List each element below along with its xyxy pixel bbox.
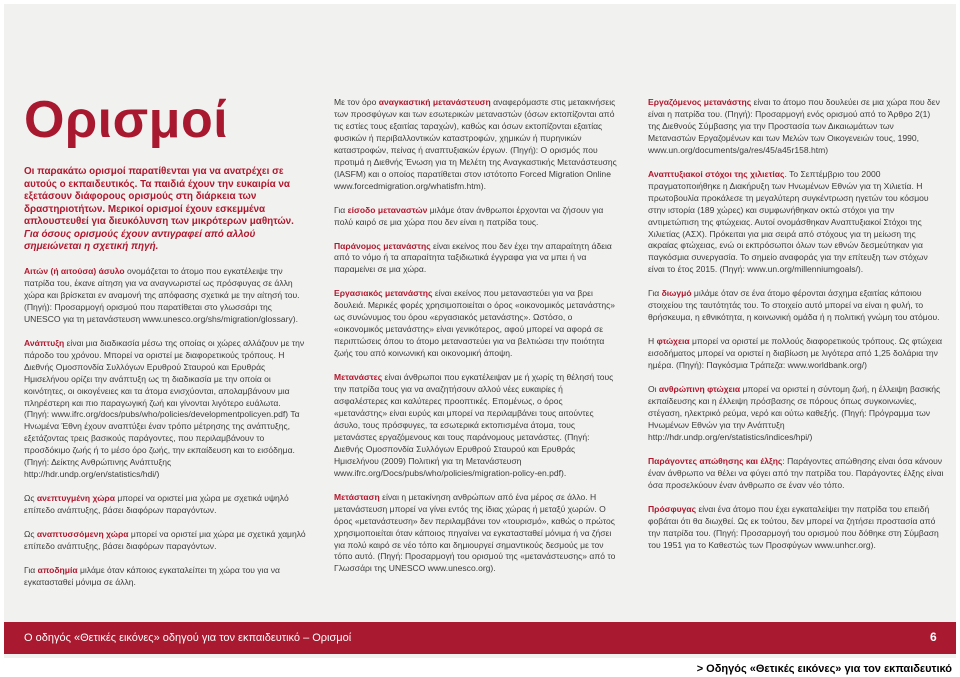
definition-term: Αναπτυξιακοί στόχοι της χιλιετίας xyxy=(648,168,785,179)
definitions-column-1 xyxy=(24,266,306,601)
definition-text: είναι εκείνος που δεν έχει την απαραίτητη άδεια από το νόμο ή τα απαραίτητα ταξιδιωτικά έγγραφα για να μπει ή να παραμείνει σε μια χώρα. xyxy=(334,240,612,275)
guide-link[interactable]: > Οδηγός «Θετικές εικόνες» για τον εκπαιδευτικό xyxy=(696,663,952,675)
definition-text: είναι η μετακίνηση ανθρώπων από ένα μέρος σε άλλο. Η μετανάστευση μπορεί να γίνει εντός της ίδιας χώρας ή μεταξύ χωρών. Ο όρος «μετανάστευση» δεν περιλαμβάνει τον «τουρισμό», καθώς ο πρώτος χρησιμοποιείται όταν κάποιος πηγαίνει να εγκατασταθεί μόνιμα ή να ζήσει για πολύ καιρό σε νέο τόπο και δημιουργεί σημαντικούς δεσμούς με τον τόπο αυτό. (Πηγή: Προσαρμογή του ορισμού της «μετανάστευσης» από το Γλωσσάρι της UNESCO www.unesco.org). xyxy=(334,491,616,574)
definition-paragraph xyxy=(334,205,618,229)
definition-text: είναι εκείνος που μεταναστεύει για να βρει δουλειά. Μερικές φορές χρησιμοποιείται ο όρος «οικονομικός μετανάστης» ως συνώνυμος του όρου «εργασιακός μετανάστης». Ωστόσο, ο «οικονομικός μετανάστης» είναι γενικότερος, αφού μπορεί να αφορά σε περιπτώσεις όπου το άτομο μεταναστεύει για να βελτιώσει την ποιότητα ζωής του από κοινωνική και οικονομική άποψη. xyxy=(334,288,616,359)
definition-lead: Για xyxy=(334,204,348,215)
definition-paragraph xyxy=(648,288,944,324)
definition-paragraph xyxy=(648,336,944,372)
definition-text: μπορεί να οριστεί η σύντομη ζωή, η έλλειψη βασικής εκπαίδευσης και η έλλειψη πρόσβασης σε πόρους όπως συγκοινωνίες, στέγαση, ηλεκτρικό ρεύμα, νερό και ούτω καθεξής. (Πηγή: Πρόγραμμα των Ηνωμένων Εθνών για την Ανάπτυξη http://hdr.undp.org/en/statistics/indices/hpi/) xyxy=(648,384,941,442)
definitions-column-2 xyxy=(334,97,618,587)
definition-paragraph xyxy=(648,504,944,552)
definition-term: Παράγοντες απώθησης και έλξης xyxy=(648,455,783,466)
definition-text: : Παράγοντες απώθησης είναι όσα κάνουν έναν άνθρωπο να θέλει να φύγει από την πατρίδα του. Παράγοντες έλξης είναι όσα προσελκύουν έναν άνθρωπο σε έναν νέο τόπο. xyxy=(648,455,944,490)
definition-paragraph xyxy=(648,97,944,157)
intro-part-2: Για όσους ορισμούς έχουν αντιγραφεί από αλλού σημειώνεται η σχετική πηγή. xyxy=(24,228,256,252)
page-title: Ορισμοί xyxy=(24,91,229,149)
definition-term: Ανάπτυξη xyxy=(24,337,65,348)
intro-text xyxy=(24,166,306,254)
footer-title: Ο οδηγός «Θετικές εικόνες» οδηγού για τον εκπαιδευτικό – Ορισμοί xyxy=(24,632,352,644)
definition-term: αναγκαστική μετανάστευση xyxy=(378,97,491,107)
definition-paragraph xyxy=(334,97,618,193)
definition-paragraph xyxy=(648,169,944,277)
definition-term: ανεπτυγμένη χώρα xyxy=(36,493,115,504)
footer-bar xyxy=(4,622,956,654)
definition-paragraph xyxy=(24,338,306,481)
definition-paragraph xyxy=(334,492,618,576)
definition-lead: Με τον όρο xyxy=(334,97,379,107)
definition-text: μιλάμε όταν σε ένα άτομο φέρονται άσχημα εξαιτίας κάποιου στοιχείου της ταυτότητάς του. Το στοιχείο αυτό μπορεί να είναι η φυλή, το θρήσκευμα, η εθνικότητα, η κοινωνική ομάδα ή η πολιτική γνώμη του ατόμου. xyxy=(648,288,940,323)
definition-text: μιλάμε όταν άνθρωποι έρχονται να ζήσουν για πολύ καιρό σε μια χώρα που δεν είναι η πατρίδα τους. xyxy=(334,204,604,227)
definition-term: φτώχεια xyxy=(656,336,690,347)
definition-text: αναφερόμαστε στις μετακινήσεις των προσφύγων και των εσωτερικών μεταναστών (όσων εκτοπίζονται από τις εστίες τους εξαιτίας ταραχών), καθώς και όσων εκτοπίζονται εξαιτίας φυσικών ή περιβαλλοντικών καταστροφών, χημικών ή πυρηνικών καταστροφών, πείνας ή αναπτυξιακών έργων. (Πηγή): Ο ορισμός που προτιμά η Διεθνής Ένωση για τη Μελέτη της Αναγκαστικής Μετανάστευσης (IASFM) και ο οποίος παρατίθεται στον ιστότοπο Forced Migration Online www.forcedmigration.org/whatisfm.htm). xyxy=(334,97,617,191)
definition-text: μιλάμε όταν κάποιος εγκαταλείπει τη χώρα του για να εγκατασταθεί μόνιμα σε άλλη. xyxy=(24,565,280,587)
definition-paragraph xyxy=(334,241,618,277)
definition-term: Μετάσταση xyxy=(334,491,380,502)
definition-paragraph xyxy=(334,372,618,480)
definition-lead: Ως xyxy=(24,529,37,540)
definition-term: ανθρώπινη φτώχεια xyxy=(658,384,741,395)
definition-paragraph xyxy=(648,384,944,444)
definition-text: είναι το άτομο που δουλεύει σε μια χώρα που δεν είναι η πατρίδα του. (Πηγή): Προσαρμογή ενός ορισμού από το Άρθρο 2(1) της Διεθνούς Σύμβασης για την Προστασία των Δικαιωμάτων των Μεταναστών Εργαζομένων και των Μελών των Οικογενειών τους, 1990, www.un.org/documents/ga/res/45/a45r158.htm) xyxy=(648,97,940,155)
definition-text: είναι ένα άτομο που έχει εγκαταλείψει την πατρίδα του επειδή φοβάται ότι θα διωχθεί. Ως εκ τούτου, δεν μπορεί να ζητήσει προστασία από την πατρίδα του. (Πηγή: Προσαρμογή του ορισμού που δόθηκε στη Σύμβαση του 1951 για το Καθεστώς των Προσφύγων www.unhcr.org). xyxy=(648,503,939,550)
page-number: 6 xyxy=(930,630,937,644)
definition-paragraph xyxy=(648,456,944,492)
definition-paragraph xyxy=(24,529,306,553)
definition-term: Παράνομος μετανάστης xyxy=(334,240,431,251)
definition-text: μπορεί να οριστεί μια χώρα με σχετικά χαμηλό επίπεδο ανάπτυξης, βάσει διαφόρων παραγόντων. xyxy=(24,529,306,552)
definition-text: είναι άνθρωποι που εγκατέλειψαν με ή χωρίς τη θέλησή τους την πατρίδα τους για να αναζητήσουν αλλού νέες ευκαιρίες ή ασφαλέστερες και καλύτερες προοπτικές. Επομένως, ο όρος «μετανάστης» είναι ευρύς και μπορεί να περιλαμβάνει τους αιτούντες άσυλο, τους πρόσφυγες, τα εσωτερικά εκτοπισμένα άτομα, τους μετανάστες εργαζόμενους και τους παράνομους μετανάστες. (Πηγή: Διεθνής Ομοσπονδία Συλλόγων Ερυθρού Σταυρού και Ερυθράς Ημισελήνου (2009) Πολιτική για τη Μετανάστευση www.ifrc.org/Docs/pubs/who/policies/migration-policy-en.pdf). xyxy=(334,372,614,478)
definition-paragraph xyxy=(24,493,306,517)
definition-text: είναι μια διαδικασία μέσω της οποίας οι χώρες αλλάζουν με την πάροδο του χρόνου. Μπορεί να οριστεί με διαφορετικούς τρόπους. Η Διεθνής Ομοσπονδία Συλλόγων Ερυθρού Σταυρού και Ερυθράς Ημισελήνου ορίζει την ανάπτυξη ως τη διαδικασία με την οποία οι κοινότητες, οι οικογένειες και τα άτομα ενισχύονται, απολαμβάνουν μια πληρέστερη και πιο παραγωγική ζωή και γίνονται λιγότερο ευάλωτα. (Πηγή: www.ifrc.org/docs/pubs/who/policies/developmentpolicyen.pdf) Τα Ηνωμένα Έθνη έχουν αναπτύξει έναν τρόπο μέτρησης της ανάπτυξης, εξετάζοντας τρεις βασικούς παράγοντες, που περιλαμβάνουν το προσδόκιμο ζωής ή το μέσο όρο ζωής, την εκπαίδευση και το εισόδημα. (Πηγή: Δείκτης Ανθρώπινης Ανάπτυξης http://hdr.undp.org/en/statistics/hdi/) xyxy=(24,337,305,480)
definition-text: μπορεί να οριστεί μια χώρα με σχετικά υψηλό επίπεδο ανάπτυξης, βάσει διαφόρων παραγόντων. xyxy=(24,493,289,516)
definition-lead: Για xyxy=(24,565,38,576)
definition-term: αποδημία xyxy=(37,565,78,576)
definition-term: Εργαζόμενος μετανάστης xyxy=(648,97,752,107)
definition-term: Πρόσφυγας xyxy=(648,503,697,514)
definition-paragraph xyxy=(24,266,306,326)
definition-text: μπορεί να οριστεί με πολλούς διαφορετικούς τρόπους. Ως φτώχεια εισοδήματος μπορεί να οριστεί η διαβίωση με λιγότερα από 1,25 δολάρια την ημέρα. (Πηγή): Παγκόσμια Τράπεζα: www.worldbank.org/) xyxy=(648,336,943,371)
definition-term: Μετανάστες xyxy=(334,372,383,383)
definition-lead: Οι xyxy=(648,384,659,395)
definition-paragraph xyxy=(334,288,618,360)
definition-lead: Η xyxy=(648,336,657,347)
definition-term: διωγμό xyxy=(661,288,692,299)
definition-term: Αιτών (ή αιτούσα) άσυλο xyxy=(24,266,125,276)
definition-text: ονομάζεται το άτομο που εγκατέλειψε την πατρίδα του, έκανε αίτηση για να αναγνωριστεί ως πρόσφυγας σε άλλη χώρα και βρίσκεται εν αναμονή της απόφασης σχετικά με την αίτησή του. (Πηγή): Προσαρμογή ορισμού που παρατίθεται στο γλωσσάρι της UNESCO για τη μετανάστευση www.unesco.org/shs/migration/glossary). xyxy=(24,266,300,324)
definition-text: . Το Σεπτέμβριο του 2000 πραγματοποιήθηκε η Διακήρυξη των Ηνωμένων Εθνών για τη Χιλιετία. Η πρωτοβουλία προκάλεσε τη μεγαλύτερη συγκέντρωση ηγετών του κόσμου στην ιστορία (189 χώρες) και συμφωνήθηκαν οκτώ στόχοι για την αντιμετώπιση της φτώχειας. Αυτοί ονομάσθηκαν Αναπτυξιακοί Στόχοι της Χιλιετίας (ΑΣΧ). Πρόκειται για μια σειρά από στόχους για τη μείωση της ακραίας φτώχειας, ενώ οι εκπρόσωποι όλων των εθνών δεσμεύτηκαν για παγκόσμια συνεργασία. Το σημείο αναφοράς για την επίτευξη των στόχων είναι το έτος 2015. (Πηγή: www.un.org/millenniumgoals/). xyxy=(648,168,929,275)
definition-term: είσοδο μεταναστών xyxy=(347,204,428,215)
definition-term: αναπτυσσόμενη χώρα xyxy=(36,529,129,540)
definition-lead: Για xyxy=(648,288,662,299)
definition-term: Εργασιακός μετανάστης xyxy=(334,288,433,299)
definition-paragraph xyxy=(24,565,306,589)
definition-lead: Ως xyxy=(24,493,37,504)
definitions-column-3 xyxy=(648,97,944,564)
intro-part-1: Οι παρακάτω ορισμοί παρατίθενται για να ανατρέχει σε αυτούς ο εκπαιδευτικός. Τα παιδιά έχουν την ευκαιρία να εξετάσουν διάφορους ορισμούς στη διάρκεια των δραστηριοτήτων. Μερικοί ορισμοί έχουν εσκεμμένα απλουστευθεί για διευκόλυνση των μικρότερων μαθητών. xyxy=(24,166,294,227)
